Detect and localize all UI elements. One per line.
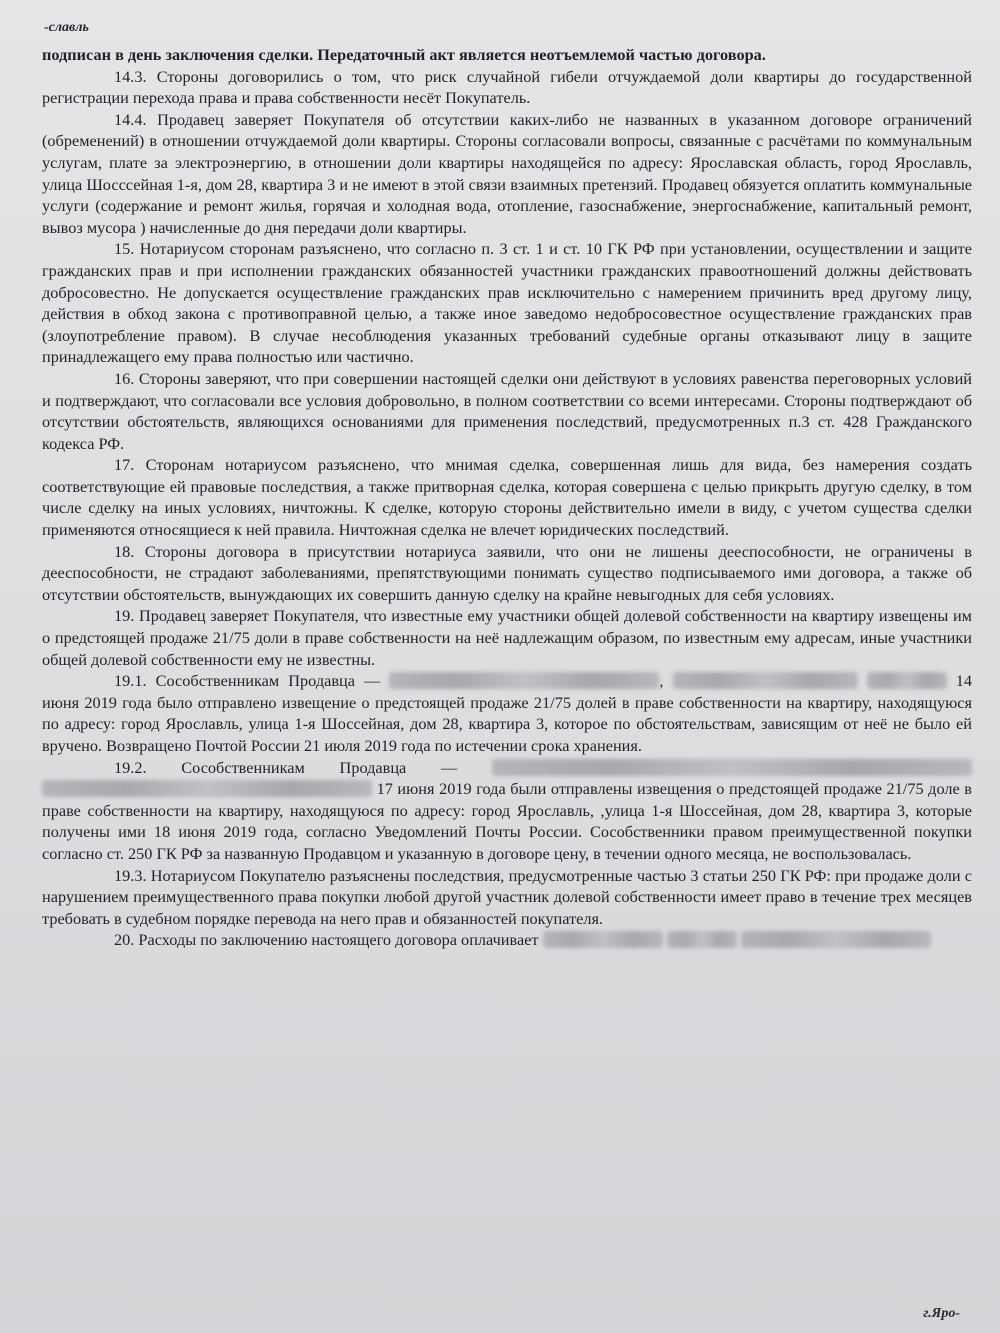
clause-19: 19. Продавец заверяет Покупателя, что известные ему участники общей долевой собственности на квартиру извещены им о предстоящей продаже 21/75 доли в праве собственности на неё надлежащим образом, по известным ему адресам, иные участники общей долевой собственности ему не известны. (42, 606, 972, 669)
redacted-owner-name (673, 672, 858, 689)
page-stamp-bottom: г.Яро- (923, 1306, 960, 1321)
clause-19-2-lead: 19.2. Сособственникам Продавца — (114, 757, 458, 777)
redacted-owner-name (389, 672, 659, 689)
clause-20 (42, 929, 972, 951)
contract-body (42, 44, 972, 951)
clause-17: 17. Сторонам нотариусом разъяснено, что мнимая сделка, совершенная лишь для вида, без намерения создать соответствующие ей правовые последствия, а также притворная сделка, которая совершена с целью прикрыть другую сделку, в том числе сделку на иных условиях, ничтожны. К сделке, которую стороны действительно имели в виду, с учетом существа сделки применяются относящиеся к ней правила. Ничтожная сделка не влечет юридических последствий. (42, 455, 972, 540)
clause-20-lead: 20. Расходы по заключению настоящего договора оплачивает (114, 930, 539, 950)
clause-18: 18. Стороны договора в присутствии нотариуса заявили, что они не лишены дееспособности, не ограничены в дееспособности, не страдают заболеваниями, препятствующими понимать существо подписываемого ими договора, а также об отсутствии обстоятельств, вынуждающих их совершить данную сделку на крайне невыгодных для себя условиях. (42, 541, 972, 604)
redacted-payer-name (543, 931, 663, 948)
redacted-owner-names (492, 759, 972, 776)
redacted-owner-name (867, 672, 947, 689)
clause-19-2 (42, 757, 972, 865)
clause-14-4: 14.4. Продавец заверяет Покупателя об отсутствии каких-либо не названных в указанном договоре ограничений (обременений) в отношении отчуждаемой доли квартиры. Стороны согласовали вопросы, связанные с расчётами по коммунальным услугам, плате за электроэнергию, в отношении доли квартиры находящейся по адресу: Ярославская область, город Ярославль, улица Шосссейная 1-я, дом 28, квартира 3 и не имеют в этой связи взаимных претензий. Продавец обязуется оплатить коммунальные услуги (содержание и ремонт жилья, горячая и холодная вода, отопление, газоснабжение, энергоснабжение, капитальный ремонт, вывоз мусора ) начисленные до дня передачи доли квартиры. (42, 109, 972, 237)
page-stamp-top: -славль (44, 20, 89, 35)
redacted-payer-name (741, 931, 931, 948)
clause-16: 16. Стороны заверяют, что при совершении настоящей сделки они действуют в условиях равенства переговорных условий и подтверждают, что согласовали все условия добровольно, в полном соответствии со всеми интересами. Стороны подтверждают об отсутствии обстоятельств, являющихся основаниями для применения последствий, предусмотренных п.3 ст. 428 Гражданского кодекса РФ. (42, 368, 972, 453)
clause-19-1-tail: 14 июня 2019 года было отправлено извещение о предстоящей продаже 21/75 долей в праве собственности на квартиру, находящуюся по адресу: город Ярославль, улица 1-я Шоссейная, дом 28, квартира 3, которое по обстоятельствам, зависящим от неё не было ей вручено. Возвращено Почтой России 21 июля 2019 года по истечении срока хранения. (42, 671, 972, 755)
clause-19-2-tail: 17 июня 2019 года были отправлены извещения о предстоящей продаже 21/75 доле в праве собственности на квартиру, находящуюся по адресу: город Ярославль, ,улица 1-я Шоссейная, дом 28, квартира 3, которые получены ими 18 июня 2019 года, согласно Уведомлений Почты России. Сособственники правом преимущественной покупки согласно ст. 250 ГК РФ за названную Продавцом и указанную в договоре цену, в течении одного месяца, не воспользовалась. (42, 779, 972, 863)
clause-19-1-lead: 19.1. Сособственникам Продавца — (114, 671, 381, 691)
clause-19-3: 19.3. Нотариусом Покупателю разъяснены последствия, предусмотренные частью 3 статьи 250 ГК РФ: при продаже доли с нарушением преимущественного права покупки любой другой участник долевой собственности имеет право в течение трех месяцев требовать в судебном порядке перевода на него прав и обязанностей покупателя. (42, 865, 972, 928)
intro-paragraph: подписан в день заключения сделки. Передаточный акт является неотъемлемой частью договора. (42, 45, 766, 64)
clause-14-3: 14.3. Стороны договорились о том, что риск случайной гибели отчуждаемой доли квартиры до государственной регистрации перехода права и права собственности несёт Покупатель. (42, 66, 972, 108)
clause-15: 15. Нотариусом сторонам разъяснено, что согласно п. 3 ст. 1 и ст. 10 ГК РФ при установлении, осуществлении и защите гражданских прав и при исполнении гражданских обязанностей участники гражданских правоотношений должны действовать добросовестно. Не допускается осуществление гражданских прав исключительно с намерением причинить вред другому лицу, действия в обход закона с противоправной целью, а также иное заведомо недобросовестное осуществление гражданских прав (злоупотребление правом). В случае несоблюдения указанных требований судебные органы отказывают лицу в защите принадлежащего ему права полностью или частично. (42, 239, 972, 367)
redacted-owner-names (42, 780, 372, 797)
redacted-payer-name (667, 931, 737, 948)
clause-19-1: 19.1. Сособственникам Продавца — , 14 июня 2019 года было отправлено извещение о предстоящей продаже 21/75 долей в праве собственности на квартиру, находящуюся по адресу: город Ярославль, улица 1-я Шоссейная, дом 28, квартира 3, которое по обстоятельствам, зависящим от неё не было ей вручено. Возвращено Почтой России 21 июля 2019 года по истечении срока хранения. (42, 671, 972, 755)
